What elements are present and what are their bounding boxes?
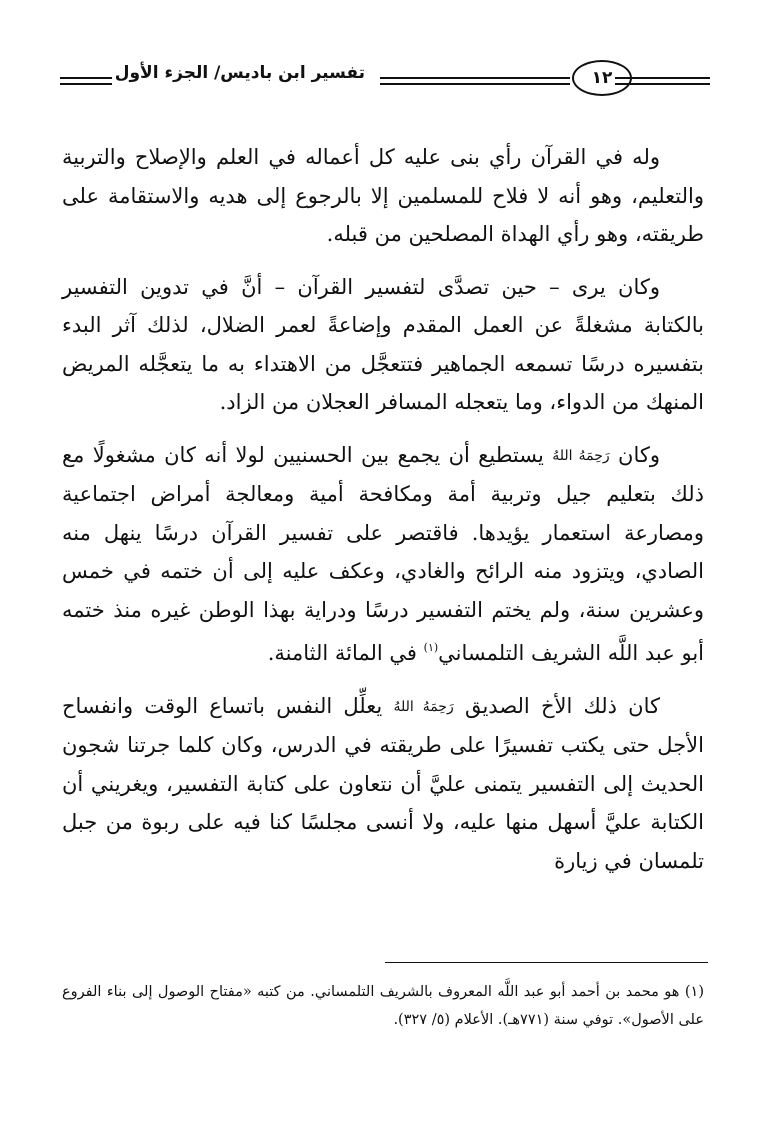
paragraph-3-part-c: في المائة الثامنة. [267, 641, 417, 665]
footnote-reference[interactable]: (١) [423, 641, 439, 654]
paragraph-4-part-a: كان ذلك الأخ الصديق [464, 693, 660, 718]
paragraph-4 [62, 687, 704, 881]
honorific-mark: رَحِمَهُ اللهُ [552, 447, 610, 464]
main-text [62, 138, 704, 880]
header-rule-right [615, 77, 710, 85]
page-number: ١٢ [572, 60, 632, 96]
paragraph-4-part-b: يعلِّل النفس باتساع الوقت وانفساح الأجل حتى يكتب تفسيرًا على طريقته في الدرس، وكان كلما جرتنا شجون الحديث إلى التفسير يتمنى عليَّ أن نتعاون على كتابة التفسير، ويغريني أن الكتابة عليَّ أسهل منها عليه، ولا أنسى مجلسًا كنا فيه على ربوة من جبل تلمسان في زيارة [62, 693, 704, 873]
page-header [60, 55, 710, 105]
honorific-mark: رَحِمَهُ اللهُ [393, 698, 454, 715]
paragraph-3-part-a: وكان [618, 442, 660, 467]
paragraph-1: وله في القرآن رأي بنى عليه كل أعماله في العلم والإصلاح والتربية والتعليم، وهو أنه لا فلاح للمسلمين إلا بالرجوع إلى هديه والاستقامة على طريقته، وهو رأي الهداة المصلحين من قبله. [62, 145, 704, 246]
paragraph-2: وكان يرى – حين تصدَّى لتفسير القرآن – أنَّ في تدوين التفسير بالكتابة مشغلةً عن العمل المقدم وإضاعةً لعمر الضلال، لذلك آثر البدء بتفسيره درسًا تسمعه الجماهير فتتعجَّل من الاهتداء به ما يتعجَّله المريض المنهك من الدواء، وما يتعجله المسافر العجلان من الزاد. [62, 274, 704, 414]
paragraph-3-part-b: يستطيع أن يجمع بين الحسنيين لولا أنه كان مشغولًا مع ذلك بتعليم جيل وتربية أمة ومكافحة أمية ومعالجة أمراض اجتماعية ومصارعة استعمار يؤيدها. فاقتصر على تفسير القرآن درسًا ينهل منه الصادي، ويتزود منه الرائح والغادي، وعكف عليه إلى أن ختمه في خمس وعشرين سنة، ولم يختم التفسير درسًا ودراية بهذا الوطن غيره منذ ختمه أبو عبد اللَّه الشريف التلمساني [62, 442, 704, 665]
running-title: تفسير ابن باديس/ الجزء الأول [114, 63, 365, 83]
footnote: (١) هو محمد بن أحمد أبو عبد اللَّه المعروف بالشريف التلمساني. من كتبه «مفتاح الوصول إلى بناء الفروع على الأصول». توفي سنة (٧٧١هـ). الأعلام (٥/ ٣٢٧). [62, 984, 704, 1028]
paragraph-3 [62, 436, 704, 673]
header-rule-left [60, 77, 112, 85]
header-rule-middle [380, 77, 570, 85]
footnote-separator [385, 962, 708, 963]
